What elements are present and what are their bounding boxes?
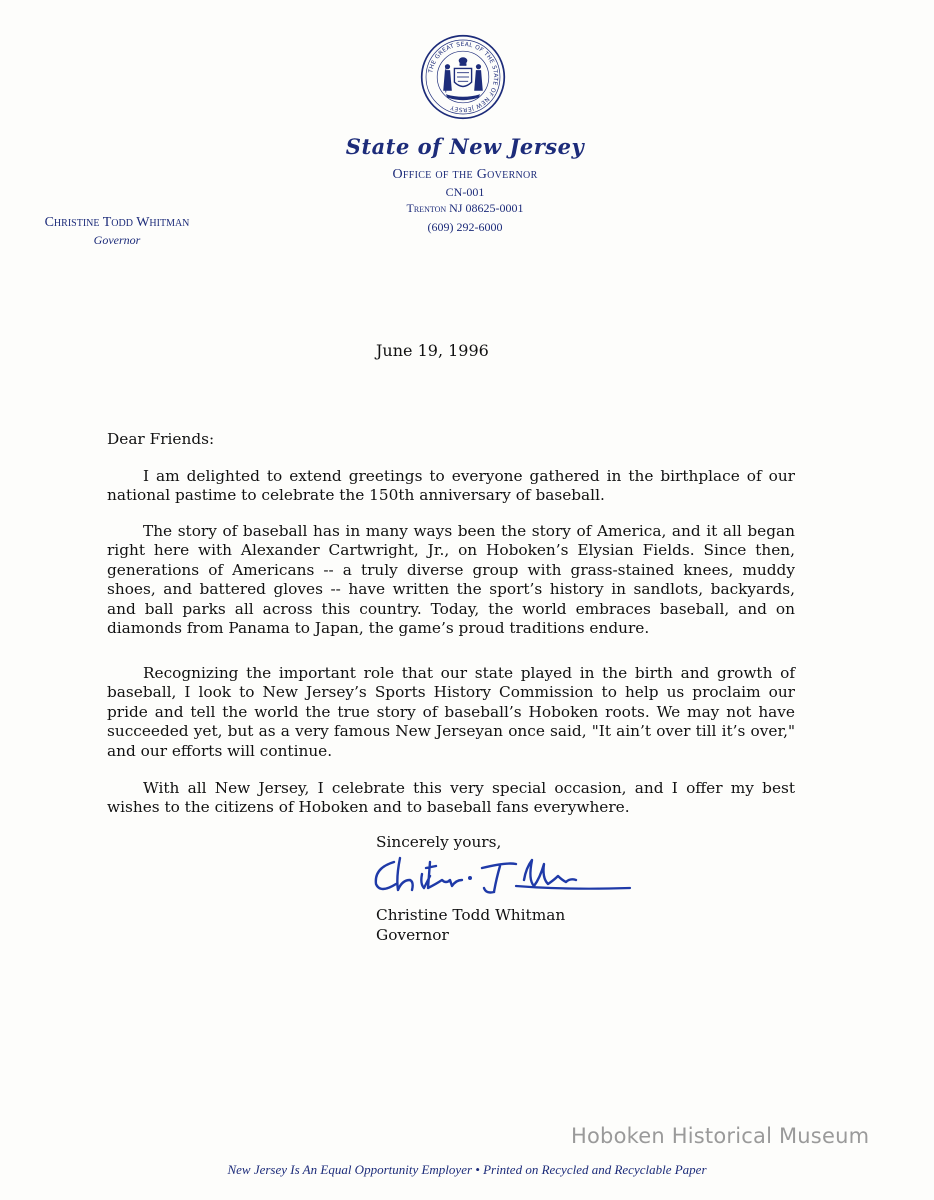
office-name: Office of the Governor: [392, 167, 538, 182]
state-title: State of New Jersey: [345, 134, 585, 159]
page-footer: New Jersey Is An Equal Opportunity Employer • Printed on Recycled and Recyclable Paper: [227, 1162, 707, 1177]
salutation: Dear Friends:: [107, 430, 215, 448]
state-seal-icon: [420, 34, 506, 120]
sender-name: Christine Todd Whitman: [44, 215, 190, 230]
paragraph-4: With all New Jersey, I celebrate this very special occasion, and I offer my best wishes to the citizens of Hoboken and to baseball fans everywhere.: [107, 779, 795, 817]
letter-date: June 19, 1996: [376, 341, 489, 360]
office-box-number: CN-001: [445, 185, 485, 199]
handwritten-signature: [366, 850, 636, 902]
sender-title: Governor: [93, 233, 141, 247]
paragraph-1: I am delighted to extend greetings to everyone gathered in the birthplace of our national pastime to celebrate the 150th anniversary of baseball.: [107, 467, 795, 505]
closing: Sincerely yours,: [376, 833, 502, 851]
office-address: Trenton NJ 08625-0001: [406, 201, 524, 215]
office-phone: (609) 292-6000: [427, 220, 503, 234]
signature-title: Governor: [376, 926, 449, 944]
paragraph-2: The story of baseball has in many ways been the story of America, and it all began right here with Alexander Cartwright, Jr., on Hoboken’s Elysian Fields. Since then, generations of Americans -- a truly diverse group with grass-stained knees, muddy shoes, and battered gloves -- have written the sport’s history in sandlots, backyards, and ball parks all across this country. Today, the world embraces baseball, and on diamonds from Panama to Japan, the game’s proud traditions endure.: [107, 522, 795, 638]
paragraph-3: Recognizing the important role that our state played in the birth and growth of baseball, I look to New Jersey’s Sports History Commission to help us proclaim our pride and tell the world the true story of baseball’s Hoboken roots. We may not have succeeded yet, but as a very famous New Jerseyan once said, "It ain’t over till it’s over," and our efforts will continue.: [107, 664, 795, 760]
museum-watermark: Hoboken Historical Museum: [571, 1124, 870, 1148]
signature-name: Christine Todd Whitman: [376, 906, 566, 924]
seal-ring-text: THE GREAT SEAL OF THE STATE OF NEW JERSEY: [428, 42, 499, 113]
